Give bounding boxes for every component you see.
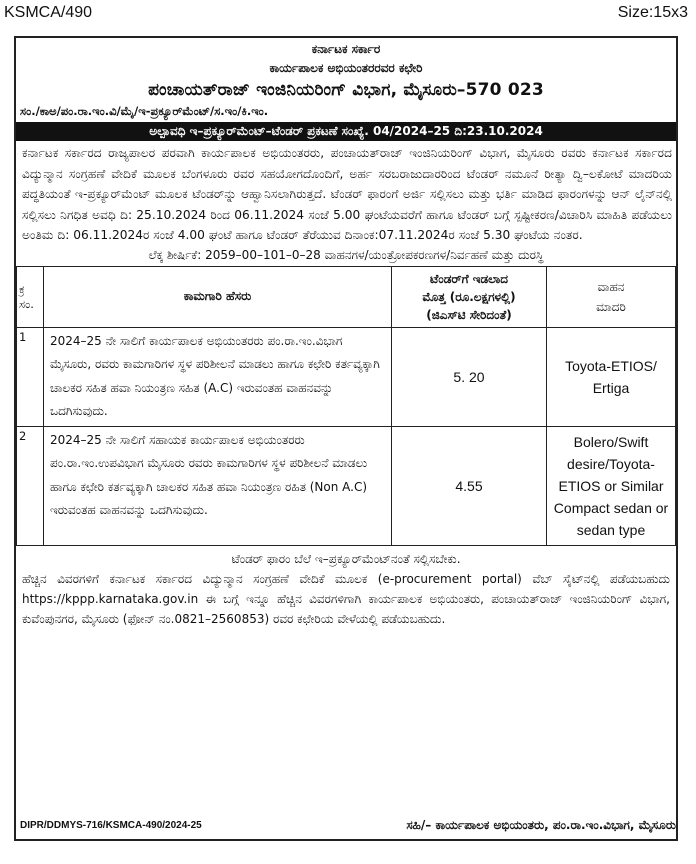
header-amount — [392, 266, 547, 327]
government-name: ಕರ್ನಾಟಕ ಸರ್ಕಾರ — [311, 42, 381, 56]
division-name: ಪಂಚಾಯತ್‌ರಾಜ್ ಇಂಜಿನಿಯರಿಂಗ್ ವಿಭಾಗ, ಮೈಸೂರು–570 023 — [148, 80, 544, 100]
notice-title-bar: ಅಲ್ಪಾವಧಿ ಇ–ಪ್ರಕ್ಯೂರ್‌ಮೆಂಟ್–ಟೆಂಡರ್ ಪ್ರಕಟಣೆ ಸಂಖ್ಯೆ. 04/2024–25 ದಿ:23.10.2024 — [16, 122, 676, 141]
row-sl: 1 — [17, 327, 44, 426]
office-name: ಕಾರ್ಯಪಾಲಕ ಅಭಿಯಂತರರವರ ಕಛೇರಿ — [269, 61, 423, 75]
table-row — [17, 426, 676, 545]
row-work: 2024–25 ನೇ ಸಾಲಿಗೆ ಸಹಾಯಕ ಕಾರ್ಯಪಾಲಕ ಅಭಿಯಂತರರು ಪಂ.ರಾ.ಇಂ.ಉಪವಿಭಾಗ ಮೈಸೂರು ರವರು ಕಾಮಗಾರಿಗಳ ಸ್ಥಳ ಪರಿಶೀಲನೆ ಮಾಡಲು ಹಾಗೂ ಕಛೇರಿ ಕರ್ತವ್ಯಕ್ಕಾಗಿ ಚಾಲಕರ ಸಹಿತ ಹವಾ ನಿಯಂತ್ರಣ ರಹಿತ (Non A.C) ಇರುವಂತಹ ವಾಹನವನ್ನು ಒದಗಿಸುವುದು. — [44, 426, 392, 545]
ad-code: KSMCA/490 — [4, 4, 93, 21]
tender-table — [16, 266, 676, 546]
header-vehicle — [547, 266, 676, 327]
header-vehicle-line2: ಮಾದರಿ — [596, 299, 626, 314]
row-vehicle: Bolero/Swift desire/Toyota-ETIOS or Similar Compact sedan or sedan type — [547, 426, 676, 545]
row-vehicle: Toyota-ETIOS/ Ertiga — [547, 327, 676, 426]
row-amount: 5. 20 — [392, 327, 547, 426]
tender-fee-line: ಟೆಂಡರ್ ಫಾರಂ ಬೆಲೆ ಇ–ಪ್ರಕ್ಯೂರ್‌ಮೆಂಟ್‌ನಂತೆ ಸಲ್ಲಿಸಬೇಕು. — [231, 551, 461, 566]
notice-header — [16, 42, 676, 100]
ad-size: Size:15x3 — [617, 4, 688, 21]
header-vehicle-line1: ವಾಹನ — [597, 279, 625, 294]
header-sl-line1: ಕ್ರ — [19, 281, 25, 296]
header-amount-line2: ಮೊತ್ತ (ರೂ.ಲಕ್ಷಗಳಲ್ಲಿ) — [422, 289, 516, 304]
header-sl-line2: ಸಂ. — [19, 296, 34, 311]
header-sl — [17, 266, 44, 327]
header-amount-line3: (ಜಿಎಸ್‌ಟಿ ಸೇರಿದಂತೆ) — [426, 307, 512, 322]
notice-footer — [16, 546, 676, 632]
reference-number: ಸಂ./ಕಾಅ/ಪಂ.ರಾ.ಇಂ.ವಿ/ಮೈ/ಇ-ಪ್ರಕ್ಯೂರ್‌ಮೆಂಟ್/ಸ.ಇಂ/ಕಿ.ಇಂ. — [20, 104, 269, 118]
contact-paragraph: ಹೆಚ್ಚಿನ ವಿವರಗಳಿಗೆ ಕರ್ನಾಟಕ ಸರ್ಕಾರದ ವಿದ್ಯುನ್ಮಾನ ಸಂಗ್ರಹಣೆ ವೇದಿಕೆ ಮೂಲಕ (e-procurement portal) ವೆಬ್ ಸೈಟ್‌ನಲ್ಲಿ ಪಡೆಯಬಹುದು https://kppp.karnataka.gov.in ಈ ಬಗ್ಗೆ ಇನ್ನೂ ಹೆಚ್ಚಿನ ವಿವರಗಳಿಗಾಗಿ ಕಾರ್ಯಪಾಲಕ ಅಭಿಯಂತರು, ಪಂಚಾಯತ್‌ರಾಜ್ ಇಂಜಿನಿಯರಿಂಗ್ ವಿಭಾಗ, ಕುವೆಂಪುನಗರ, ಮೈಸೂರು (ಫೋನ್ ನಂ.0821–2560853) ರವರ ಕಛೇರಿಯ ವೇಳೆಯಲ್ಲಿ ಪಡೆಯಬಹುದು. — [22, 571, 670, 626]
signature-block: ಸಹಿ/– ಕಾರ್ಯಪಾಲಕ ಅಭಿಯಂತರು, ಪಂ.ರಾ.ಇಂ.ವಿಭಾಗ, ಮೈಸೂರು — [406, 818, 676, 832]
row-work: 2024–25 ನೇ ಸಾಲಿಗೆ ಕಾರ್ಯಪಾಲಕ ಅಭಿಯಂತರರು ಪಂ.ರಾ.ಇಂ.ವಿಭಾಗ ಮೈಸೂರು, ರವರು ಕಾಮಗಾರಿಗಳ ಸ್ಥಳ ಪರಿಶೀಲನೆ ಮಾಡಲು ಹಾಗೂ ಕಛೇರಿ ಕರ್ತವ್ಯಕ್ಕಾಗಿ ಚಾಲಕರ ಸಹಿತ ಹವಾ ನಿಯಂತ್ರಣ ಸಹಿತ (A.C) ಇರುವಂತಹ ವಾಹನವನ್ನು ಒದಗಿಸುವುದು. — [44, 327, 392, 426]
dipr-code: DIPR/DDMYS-716/KSMCA-490/2024-25 — [20, 820, 202, 831]
header-work: ಕಾಮಗಾರಿ ಹೆಸರು — [44, 266, 392, 327]
ad-id-line — [4, 4, 692, 24]
tender-notice — [14, 36, 678, 841]
row-sl: 2 — [17, 426, 44, 545]
notice-body: ಕರ್ನಾಟಕ ಸರ್ಕಾರದ ರಾಜ್ಯಪಾಲರ ಪರವಾಗಿ ಕಾರ್ಯಪಾಲಕ ಅಭಿಯಂತರರು, ಪಂಚಾಯತ್‌ರಾಜ್ ಇಂಜಿನಿಯರಿಂಗ್ ವಿಭಾಗ, ಮೈಸೂರು ರವರು ಕರ್ನಾಟಕ ಸರ್ಕಾರದ ವಿದ್ಯುನ್ಮಾನ ಸಂಗ್ರಹಣೆ ವೇದಿಕೆ ಮೂಲಕ ಬೆಂಗಳೂರು ರವರ ಸಹಯೋಗದೊಂದಿಗೆ, ಅರ್ಹ ಸರಬರಾಜುದಾರರಿಂದ ಟೆಂಡರ್ ನಮೂನೆ ರೀತ್ಯಾ ದ್ವಿ–ಲಕೋಟೆ ಮಾದರಿಯ ಪದ್ಧತಿಯಂತೆ ಇ-ಪ್ರಕ್ಯೂರ್‌ಮೆಂಟ್ ಮೂಲಕ ಟೆಂಡರ್‌ನ್ನು ಆಹ್ವಾನಿಸಲಾಗಿರುತ್ತದೆ. ಟೆಂಡರ್ ಫಾರಂಗೆ ಅರ್ಜಿ ಸಲ್ಲಿಸಲು ಮತ್ತು ಭರ್ತಿ ಮಾಡಿದ ಫಾರಂಗಳನ್ನು ಆನ್ ಲೈನ್‌ನಲ್ಲಿ ಸಲ್ಲಿಸಲು ನಿಗಧಿತ ಅವಧಿ ದಿ: 25.10.2024 ರಿಂದ 06.11.2024 ಸಂಜೆ 5.00 ಘಂಟೆಯವರೆಗೆ ಹಾಗೂ ಟೆಂಡರ್ ಬಗ್ಗೆ ಸ್ಪಷ್ಟೀಕರಣ/ವಿಚಾರಿಸಿ ಮಾಹಿತಿ ಪಡೆಯಲು ಅಂತಿಮ ದಿ: 06.11.2024ರ ಸಂಜೆ 4.00 ಘಂಟೆ ಹಾಗೂ ಟೆಂಡರ್ ತೆರೆಯುವ ದಿನಾಂಕ:07.11.2024ರ ಸಂಜೆ 5.30 ಘಂಟೆಯ ನಂತರ. — [22, 146, 673, 242]
account-head: ಲೆಕ್ಕ ಶೀರ್ಷಿಕೆ: 2059–00–101–0–28 ವಾಹನಗಳ/ಯಂತ್ರೋಪಕರಣಗಳ/ನಿರ್ವಹಣೆ ಮತ್ತು ದುರಸ್ಥಿ — [148, 247, 544, 262]
table-header-row — [17, 266, 676, 327]
table-row — [17, 327, 676, 426]
signature-row — [14, 818, 682, 838]
row-amount: 4.55 — [392, 426, 547, 545]
header-amount-line1: ಟೆಂಡರ್‌ಗೆ ಇಡಲಾದ — [430, 271, 508, 286]
